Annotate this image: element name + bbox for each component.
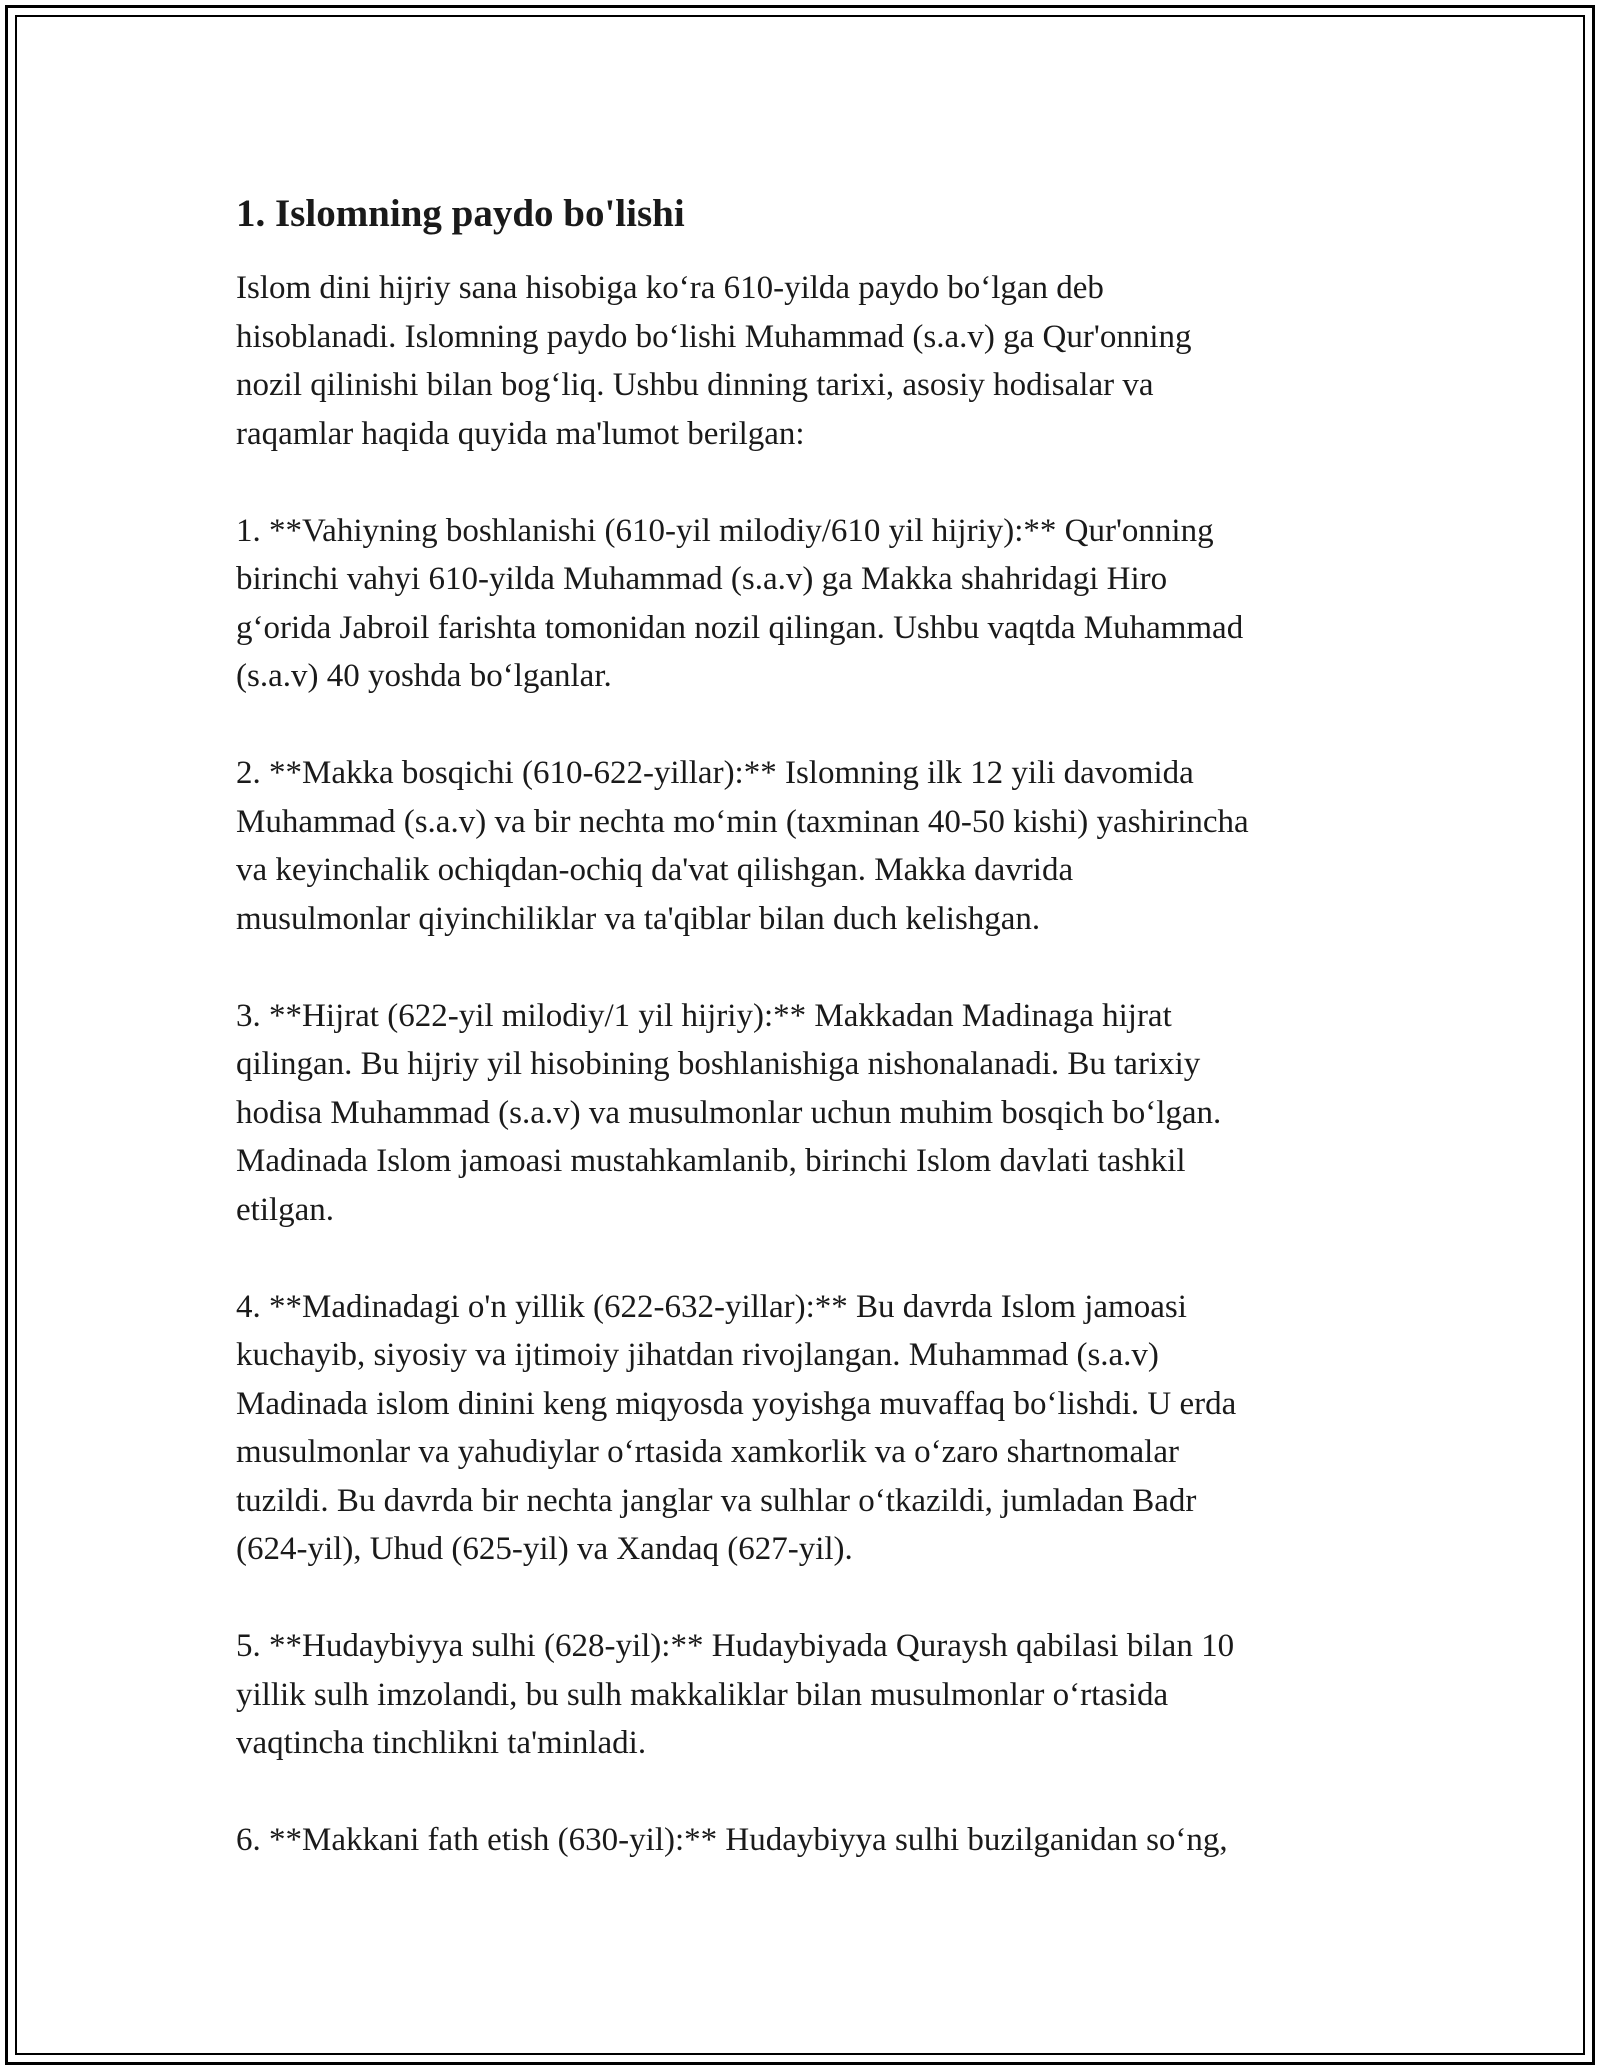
list-item-makka: 2. **Makka bosqichi (610-622-yillar):** Islomning ilk 12 yili davomida Muhammad (s.a.v) va bir nechta mo‘min (taxminan 40-50 kishi) yashirincha va keyinchalik ochiqdan-ochiq da'vat qilishgan. Makka davrida musulmonlar qiyinchiliklar va ta'qiblar bilan duch kelishgan. (236, 755, 1249, 937)
list-item-madina: 4. **Madinadagi o'n yillik (622-632-yillar):** Bu davrda Islom jamoasi kuchayib, siyosiy va ijtimoiy jihatdan rivojlangan. Muhammad (s.a.v) Madinada islom dinini keng miqyosda yoyishga muvaffaq bo‘lishdi. U erda musulmonlar va yahudiylar o‘rtasida xamkorlik va o‘zaro shartnomalar tuzildi. Bu davrda bir nechta janglar va sulhlar o‘tkazildi, jumladan Badr (624-yil), Uhud (625-yil) va Xandaq (627-yil). (236, 1288, 1237, 1567)
list-item-hijrat: 3. **Hijrat (622-yil milodiy/1 yil hijriy):** Makkadan Madinaga hijrat qilingan. Bu hijriy yil hisobining boshlanishiga nishonalanadi. Bu tarixiy hodisa Muhammad (s.a.v) va musulmonlar uchun muhim bosqich bo‘lgan. Madinada Islom jamoasi mustahkamlanib, birinchi Islom davlati tashkil etilgan. (236, 997, 1222, 1228)
list-item-hudaybiyya: 5. **Hudaybiyya sulhi (628-yil):** Hudaybiyada Quraysh qabilasi bilan 10 yillik sulh imzolandi, bu sulh makkaliklar bilan musulmonlar o‘rtasida vaqtincha tinchlikni ta'minladi. (236, 1628, 1235, 1761)
intro-paragraph: Islom dini hijriy sana hisobiga ko‘ra 610-yilda paydo bo‘lgan deb hisoblanadi. Islomning paydo bo‘lishi Muhammad (s.a.v) ga Qur'onning nozil qilinishi bilan bog‘liq. Ushbu dinning tarixi, asosiy hodisalar va raqamlar haqida quyida ma'lumot berilgan: (236, 270, 1192, 452)
list-item-vahiy: 1. **Vahiyning boshlanishi (610-yil milodiy/610 yil hijriy):** Qur'onning birinchi vahyi 610-yilda Muhammad (s.a.v) ga Makka shahridagi Hiro g‘orida Jabroil farishta tomonidan nozil qilingan. Ushbu vaqtda Muhammad (s.a.v) 40 yoshda bo‘lganlar. (236, 512, 1244, 694)
document-title: 1. Islomning paydo bo'lishi (236, 192, 685, 235)
document-body (236, 190, 1376, 1913)
list-item-makka-fath: 6. **Makkani fath etish (630-yil):** Hudaybiyya sulhi buzilganidan so‘ng, (236, 1822, 1228, 1858)
